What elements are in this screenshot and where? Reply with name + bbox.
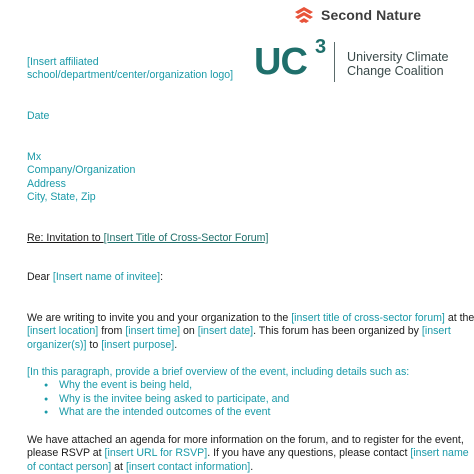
second-nature-name: Second Nature bbox=[321, 7, 422, 23]
greeting-name: [Insert name of invitee] bbox=[52, 271, 161, 283]
para2-intro: [In this paragraph, provide a brief overview of the event, including details such as: bbox=[27, 366, 410, 378]
paragraph-overview bbox=[27, 366, 409, 420]
placeholder-contact-name: [insert name bbox=[410, 447, 469, 460]
placeholder-contact-info: [insert contact information] bbox=[125, 460, 251, 473]
uc3-org-name-line2: Change Coalition bbox=[347, 64, 444, 78]
placeholder-location: [insert location] bbox=[27, 325, 99, 338]
placeholder-date: [insert date] bbox=[197, 325, 254, 338]
para1-line1 bbox=[27, 312, 474, 325]
placeholder-contact-name-cont: of contact person] bbox=[27, 460, 112, 473]
logo-placeholder-line2: school/department/center/organization logo] bbox=[27, 69, 234, 82]
recipient-city: City, State, Zip bbox=[27, 191, 96, 204]
para1-text: . bbox=[174, 338, 178, 351]
list-item: ● Why is the invitee being asked to participate, and bbox=[27, 393, 409, 406]
para1-text: from bbox=[98, 325, 126, 338]
para1-text: at the bbox=[444, 312, 474, 324]
para3-text: . bbox=[250, 460, 254, 473]
placeholder-organizer: [insert bbox=[421, 325, 451, 338]
para1-line2 bbox=[27, 325, 450, 338]
overview-bullet-list bbox=[27, 379, 409, 419]
logo-placeholder bbox=[27, 56, 233, 83]
second-nature-leaf-icon bbox=[293, 5, 315, 25]
uc3-logo-superscript: 3 bbox=[315, 36, 327, 58]
recipient-block bbox=[27, 151, 135, 205]
placeholder-forum-title: [insert title of cross-sector forum] bbox=[291, 312, 445, 324]
para3-text: please RSVP at bbox=[27, 447, 105, 460]
para1-line3 bbox=[27, 339, 450, 352]
para3-line3 bbox=[27, 461, 450, 474]
para3-text: at bbox=[111, 460, 126, 473]
para3-line2 bbox=[27, 447, 469, 460]
re-prefix: Re: Invitation to bbox=[27, 232, 104, 244]
recipient-title: Mx bbox=[27, 151, 42, 163]
second-nature-logo bbox=[293, 5, 421, 25]
date-field: Date bbox=[27, 110, 50, 122]
re-line bbox=[27, 232, 268, 245]
placeholder-rsvp-url: [insert URL for RSVP] bbox=[104, 447, 208, 460]
recipient-address: Address bbox=[27, 177, 66, 190]
placeholder-time: [insert time] bbox=[125, 325, 181, 338]
re-title-link[interactable]: [Insert Title of Cross-Sector Forum] bbox=[103, 232, 269, 244]
para1-text: on bbox=[180, 325, 198, 338]
greeting-colon: : bbox=[160, 271, 164, 283]
uc3-logo-divider bbox=[334, 42, 335, 82]
greeting-dear: Dear bbox=[27, 271, 53, 283]
para3-text: . If you have any questions, please contact bbox=[207, 447, 411, 460]
para1-text: . This forum has been organized by bbox=[253, 325, 422, 338]
placeholder-organizer-cont: organizer(s)] bbox=[27, 338, 87, 351]
para1-text: We are writing to invite you and your organization to the bbox=[27, 312, 292, 324]
uc3-logo-text: UC bbox=[254, 41, 307, 83]
paragraph-rsvp bbox=[27, 434, 469, 474]
placeholder-purpose: [insert purpose] bbox=[101, 338, 175, 351]
uc3-logo bbox=[254, 36, 464, 84]
uc3-org-name-line1: University Climate bbox=[347, 50, 449, 64]
logo-placeholder-line1: [Insert affiliated bbox=[27, 56, 99, 68]
list-item: ● Why the event is being held, bbox=[27, 379, 409, 392]
greeting bbox=[27, 271, 163, 284]
recipient-company: Company/Organization bbox=[27, 164, 136, 177]
list-item: ● What are the intended outcomes of the event bbox=[27, 406, 409, 419]
paragraph-invitation bbox=[27, 312, 474, 352]
para1-text: to bbox=[86, 338, 102, 351]
para3-line1: We have attached an agenda for more information on the forum, and to register for the event, bbox=[27, 434, 464, 446]
